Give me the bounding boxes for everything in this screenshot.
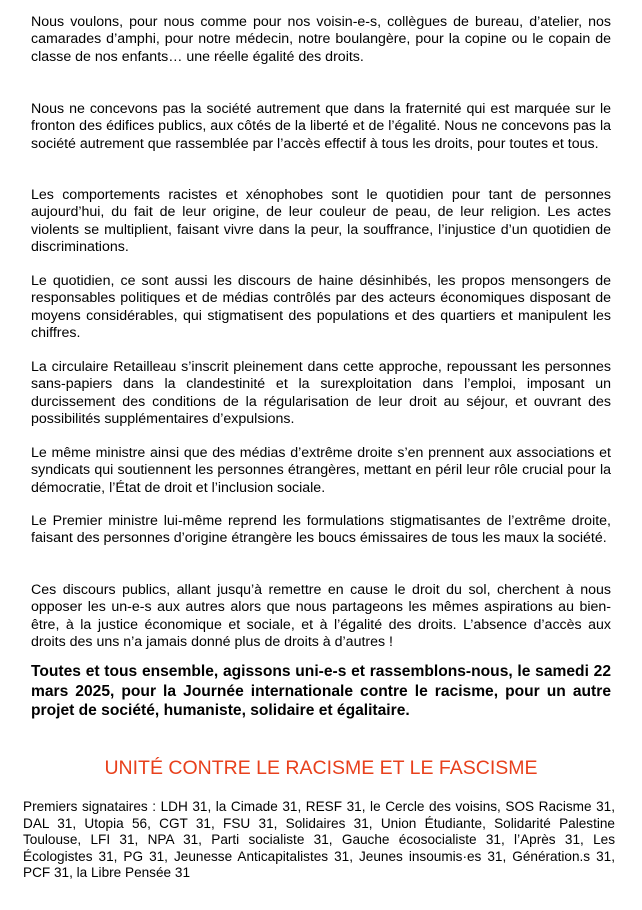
- headline: UNITÉ CONTRE LE RACISME ET LE FASCISME: [104, 757, 538, 779]
- paragraph-retailleau-circular: La circulaire Retailleau s’inscrit pleinement dans cette approche, repoussant les personnes sans-papiers dans la clandestinité et la surexploitation dans l’emploi, imposant un durcissement des conditions de la régularisation de leur droit au séjour, et ouvrant des possibilités supplémentaires d’expulsions.: [31, 359, 611, 428]
- paragraph-racist-behaviours: Les comportements racistes et xénophobes sont le quotidien pour tant de personnes aujourd’hui, du fait de leur origine, de leur couleur de peau, de leur religion. Les actes violents se multiplient, faisant vivre dans la peur, la souffrance, l’injustice d’un quotidien de discriminations.: [31, 187, 611, 256]
- call-to-action: Toutes et tous ensemble, agissons uni-e-s et rassemblons-nous, le samedi 22 mars 2025, pour la Journée internationale contre le racisme, pour un autre projet de société, humaniste, solidaire et égalitaire.: [31, 663, 611, 719]
- paragraph-public-discourse: Ces discours publics, allant jusqu’à remettre en cause le droit du sol, cherchent à nous opposer les un-e-s aux autres alors que nous partageons les mêmes aspirations au bien-être, à la justice économique et sociale, et à l’égalité des droits. L’absence d’accès aux droits des uns n’a jamais donné plus de droits à d’autres !: [31, 582, 611, 651]
- paragraph-fraternity: Nous ne concevons pas la société autrement que dans la fraternité qui est marquée sur le fronton des édifices publics, aux côtés de la liberté et de l’égalité. Nous ne concevons pas la société autrement que rassemblée par l’accès effectif à tous les droits, pour toutes et tous.: [31, 101, 611, 152]
- paragraph-minister-associations: Le même ministre ainsi que des médias d’extrême droite s’en prennent aux associations et syndicats qui soutiennent les personnes étrangères, mettant en péril leur rôle crucial pour la démocratie, l’État de droit et l’inclusion sociale.: [31, 445, 611, 496]
- signatories-list: Premiers signataires : LDH 31, la Cimade 31, RESF 31, le Cercle des voisins, SOS Racisme 31, DAL 31, Utopia 56, CGT 31, FSU 31, Solidaires 31, Union Étudiante, Solidarité Palestine Toulouse, LFI 31, NPA 31, Parti socialiste 31, Gauche écosocialiste 31, l’Après 31, Les Écologistes 31, PG 31, Jeunesse Anticapitalistes 31, Jeunes insoumis·es 31, Génération.s 31, PCF 31, la Libre Pensée 31: [23, 799, 615, 881]
- paragraph-prime-minister: Le Premier ministre lui-même reprend les formulations stigmatisantes de l’extrême droite, faisant des personnes d’origine étrangère les boucs émissaires de tous les maux la société.: [31, 513, 611, 547]
- paragraph-hate-speech: Le quotidien, ce sont aussi les discours de haine désinhibés, les propos mensongers de responsables politiques et de médias contrôlés par des acteurs économiques disposant de moyens considérables, qui stigmatisent des populations et des quartiers et manipulent les chiffres.: [31, 273, 611, 342]
- paragraph-equal-rights: Nous voulons, pour nous comme pour nos voisin-e-s, collègues de bureau, d’atelier, nos camarades d’amphi, pour notre médecin, notre boulangère, pour la copine ou le copain de classe de nos enfants… une réelle égalité des droits.: [31, 14, 611, 65]
